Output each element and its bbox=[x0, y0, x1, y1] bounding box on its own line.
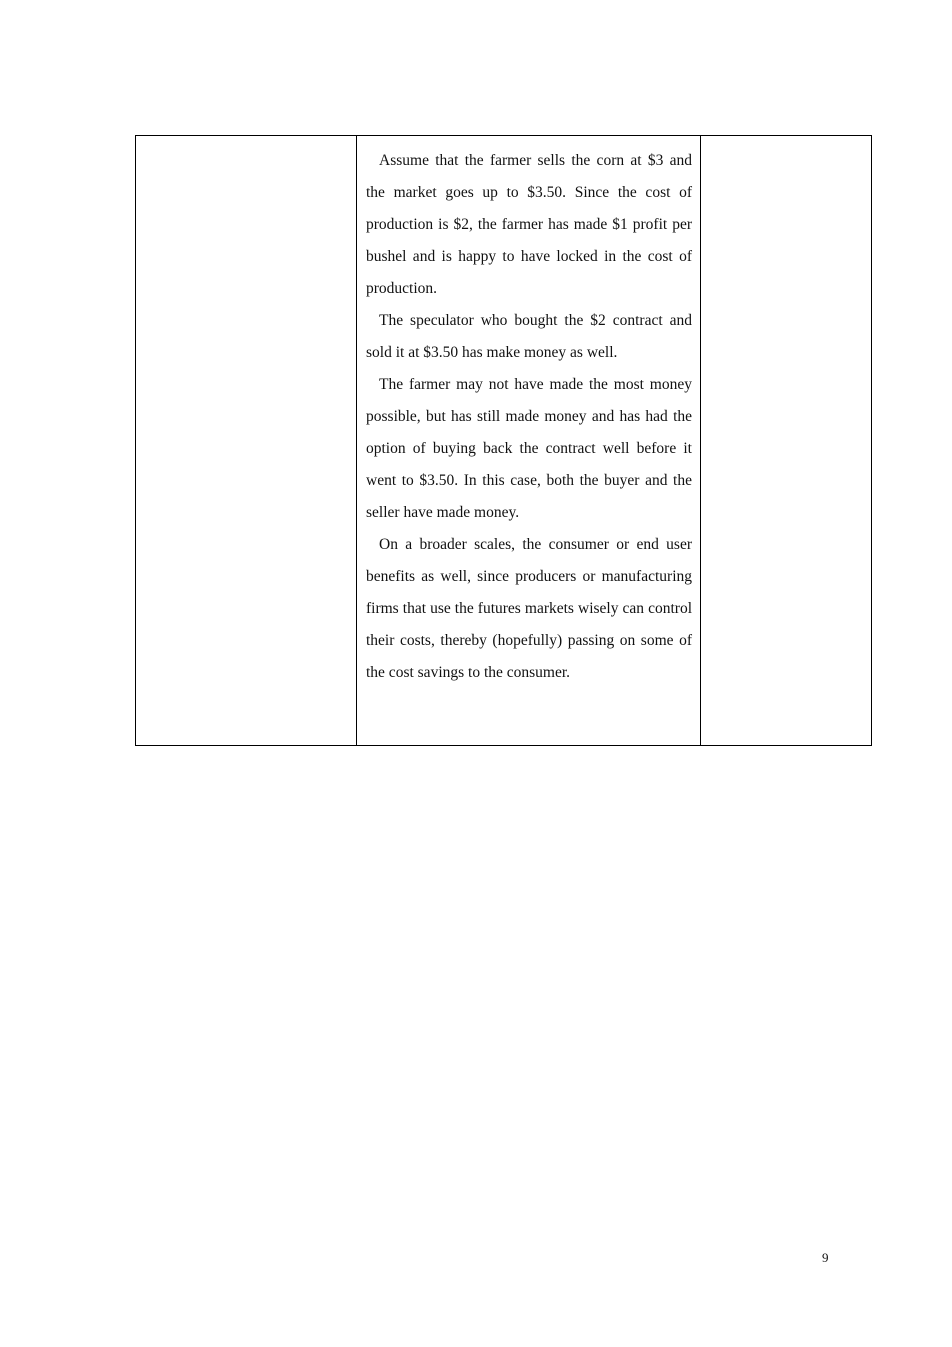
cell-text-block bbox=[357, 136, 700, 689]
table-cell-middle bbox=[357, 136, 701, 746]
page-number: 9 bbox=[822, 1250, 829, 1265]
content-table bbox=[135, 135, 872, 746]
paragraph-speculator: The speculator who bought the $2 contract and sold it at $3.50 has make money as well. bbox=[366, 312, 692, 361]
paragraph-farmer-sells-corn: Assume that the farmer sells the corn at $3 and the market goes up to $3.50. Since the cost of production is $2, the farmer has made $1 profit per bushel and is happy to have locked in the cost of production. bbox=[366, 152, 692, 297]
paragraph-farmer-money: The farmer may not have made the most money possible, but has still made money and has had the option of buying back the contract well before it went to $3.50. In this case, both the buyer and the seller have made money. bbox=[366, 376, 692, 521]
paragraph-consumer-benefits: On a broader scales, the consumer or end user benefits as well, since producers or manufacturing firms that use the futures markets wisely can control their costs, thereby (hopefully) passing on some of the cost savings to the consumer. bbox=[366, 536, 692, 681]
table-cell-right bbox=[701, 136, 872, 746]
table-row bbox=[136, 136, 872, 746]
table-cell-left bbox=[136, 136, 357, 746]
